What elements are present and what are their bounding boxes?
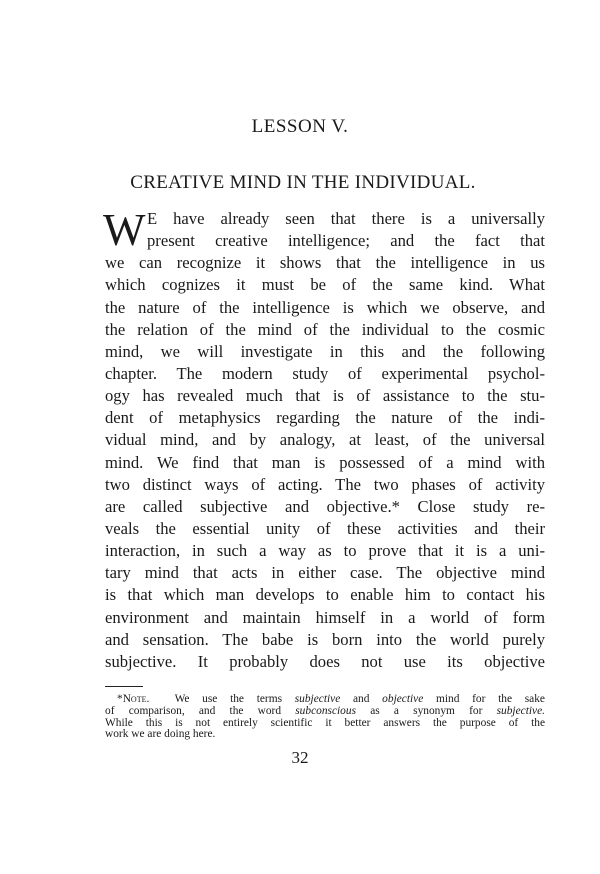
text-line: ogy has revealed much that is of assistance to the stu-: [105, 386, 545, 406]
text-line: vidual mind, and by analogy, at least, of the universal: [105, 430, 545, 450]
footnote-italic: objective: [382, 694, 424, 705]
text-line: veals the essential unity of these activities and their: [105, 518, 545, 538]
text-line: E have already seen that there is a universally: [147, 209, 545, 228]
drop-cap: W: [103, 205, 146, 255]
text-line: are called subjective and objective.* Close study re-: [105, 496, 545, 516]
text-line: interaction, in such a way as to prove that it is a uni-: [105, 541, 545, 561]
text-line: we can recognize it shows that the intelligence in us: [105, 253, 545, 273]
text-line: mind, we will investigate in this and the following: [105, 341, 545, 361]
page-number: 32: [291, 748, 309, 767]
footnote-text: mind for the sake: [423, 694, 545, 705]
text-line: the relation of the mind of the individual to the cosmic: [105, 319, 545, 339]
text-line: the nature of the intelligence is which we observe, and: [105, 297, 545, 317]
footnote-rule: [105, 686, 143, 687]
footnote-line: [105, 694, 545, 706]
text-line: environment and maintain himself in a world of form: [105, 607, 545, 627]
text-line: which cognizes it must be of the same kind. What: [105, 275, 545, 295]
footnote-line: work we are doing here.: [105, 729, 216, 741]
text-line: chapter. The modern study of experimental psychol-: [105, 363, 545, 383]
footnote-italic: subjective.: [496, 705, 545, 717]
footnote-line: [105, 706, 545, 718]
footnote-italic: subconscious: [295, 705, 356, 717]
text-line: is that which man develops to enable him to contact his: [105, 585, 545, 605]
footnote-text: and: [340, 694, 383, 705]
text-line: two distinct ways of acting. The two phases of activity: [105, 474, 545, 494]
footnote: [105, 694, 545, 741]
footnote-line: While this is not entirely scientific it better answers the purpose of the: [105, 717, 545, 729]
text-line: mind. We find that man is possessed of a mind with: [105, 452, 545, 472]
footnote-mark: *Note.: [117, 694, 150, 705]
footnote-text: as a synonym for: [356, 705, 497, 717]
lesson-heading: LESSON V.: [251, 116, 349, 137]
footnote-italic: subjective: [294, 694, 341, 705]
body-text: [103, 205, 545, 673]
text-line: tary mind that acts in either case. The objective mind: [105, 563, 545, 583]
footnote-text: of comparison, and the word: [105, 705, 296, 717]
text-line: dent of metaphysics regarding the nature of the indi-: [105, 408, 545, 428]
footnote-text: We use the terms: [174, 694, 295, 705]
text-line: present creative intelligence; and the fact that: [147, 231, 545, 251]
text-line: subjective. It probably does not use its objective: [105, 651, 545, 671]
chapter-title: CREATIVE MIND IN THE INDIVIDUAL.: [130, 172, 476, 193]
text-line: and sensation. The babe is born into the world purely: [105, 629, 545, 649]
